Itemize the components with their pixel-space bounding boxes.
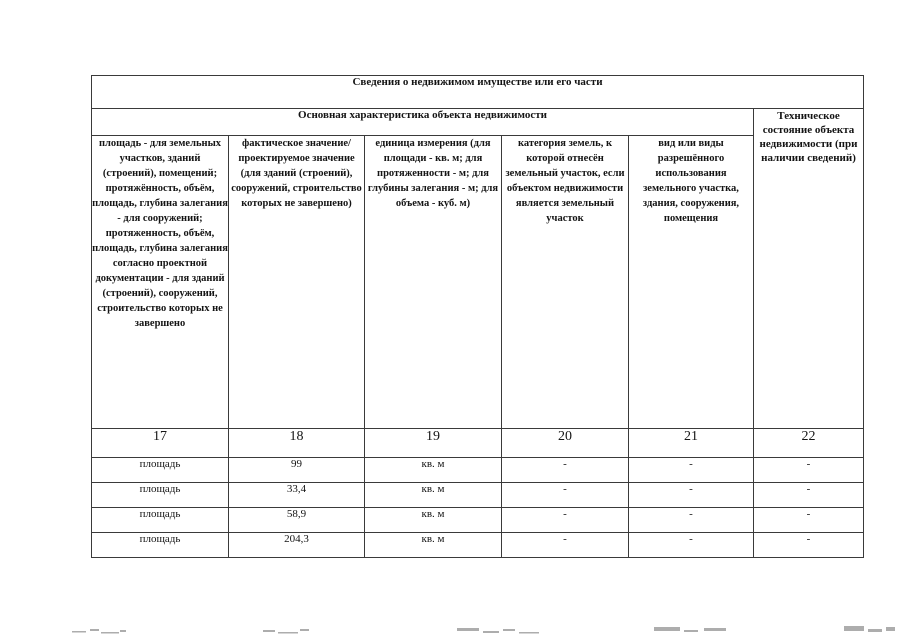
table-title: Сведения о недвижимом имуществе или его части — [92, 76, 864, 109]
unit-cell: кв. м — [365, 483, 502, 508]
column-number-row — [92, 429, 864, 458]
column-number: 17 — [92, 429, 229, 458]
table-subtitle-row — [92, 109, 864, 136]
table-row — [92, 533, 864, 558]
scan-artifact — [842, 622, 898, 636]
column-header-unit: единица измерения (для площади - кв. м; для протяженности - м; для глубины залегания - м; для объема - куб. м) — [365, 136, 502, 429]
table-row — [92, 458, 864, 483]
scan-artifact — [455, 622, 545, 636]
area-type-cell: площадь — [92, 458, 229, 483]
area-value-cell: 33,4 — [229, 483, 365, 508]
unit-cell: кв. м — [365, 508, 502, 533]
tech-state-cell: - — [754, 458, 864, 483]
area-type-cell: площадь — [92, 533, 229, 558]
area-value-cell: 204,3 — [229, 533, 365, 558]
unit-cell: кв. м — [365, 533, 502, 558]
column-number: 20 — [502, 429, 629, 458]
tech-state-cell: - — [754, 533, 864, 558]
area-value-cell: 58,9 — [229, 508, 365, 533]
area-type-cell: площадь — [92, 483, 229, 508]
column-number: 22 — [754, 429, 864, 458]
unit-cell: кв. м — [365, 458, 502, 483]
column-header-land-category: категория земель, к которой отнесён земельный участок, если объектом недвижимости является земельный участок — [502, 136, 629, 429]
table-title-row — [92, 76, 864, 109]
permitted-use-cell: - — [629, 508, 754, 533]
permitted-use-cell: - — [629, 458, 754, 483]
land-category-cell: - — [502, 458, 629, 483]
land-category-cell: - — [502, 533, 629, 558]
tech-state-cell: - — [754, 483, 864, 508]
main-characteristic-header: Основная характеристика объекта недвижимости — [92, 109, 754, 136]
table-row — [92, 508, 864, 533]
scan-artifact — [70, 622, 130, 636]
land-category-cell: - — [502, 508, 629, 533]
area-value-cell: 99 — [229, 458, 365, 483]
column-header-value: фактическое значение/проектируемое значение (для зданий (строений), сооружений, строительство которых не завершено) — [229, 136, 365, 429]
column-number: 21 — [629, 429, 754, 458]
real-estate-table — [91, 75, 864, 558]
area-type-cell: площадь — [92, 508, 229, 533]
column-header-permitted-use: вид или виды разрешённого использования земельного участка, здания, сооружения, помещения — [629, 136, 754, 429]
column-number: 18 — [229, 429, 365, 458]
column-header-row — [92, 136, 864, 429]
permitted-use-cell: - — [629, 483, 754, 508]
tech-state-header: Техническое состояние объекта недвижимости (при наличии сведений) — [754, 109, 864, 429]
column-number: 19 — [365, 429, 502, 458]
scan-artifact — [262, 622, 312, 636]
column-header-area: площадь - для земельных участков, зданий (строений), помещений; протяжённость, объём, площадь, глубина залегания - для сооружений; протяженность, объём, площадь, глубина залегания согласно проектной документации - для зданий (строений), сооружений, строительство которых не завершено — [92, 136, 229, 429]
permitted-use-cell: - — [629, 533, 754, 558]
scan-artifact — [652, 622, 732, 636]
table-row — [92, 483, 864, 508]
tech-state-cell: - — [754, 508, 864, 533]
land-category-cell: - — [502, 483, 629, 508]
